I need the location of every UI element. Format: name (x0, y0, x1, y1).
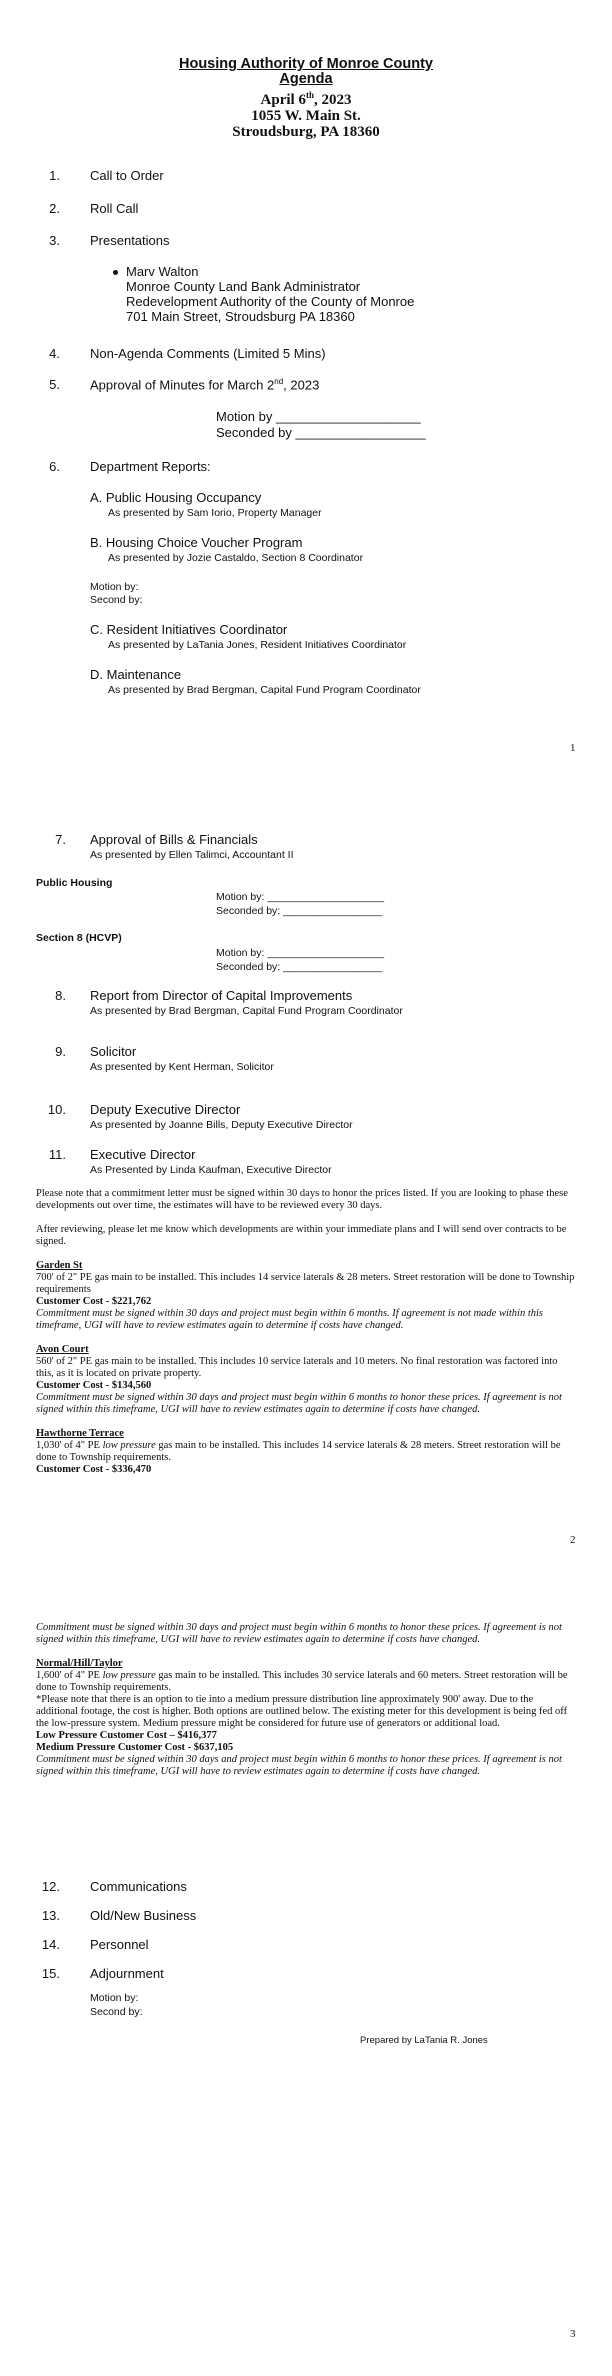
garden-desc: 700' of 2" PE gas main to be installed. This includes 14 service laterals & 28 meters. Street restoration will be done to Township requirements (36, 1272, 575, 1295)
item-number: 4. (49, 346, 60, 361)
item-approval-minutes: Approval of Minutes for March 2nd, 2023 (90, 377, 320, 393)
prepared-by: Prepared by LaTania R. Jones (360, 2035, 488, 2046)
garden-title: Garden St (36, 1260, 83, 1271)
dept-resident-initiatives: C. Resident Initiatives Coordinator (90, 622, 288, 637)
public-housing-label: Public Housing (36, 877, 113, 889)
bullet-icon (113, 270, 118, 275)
bills-presenter: As presented by Ellen Talimci, Accountant II (90, 849, 294, 861)
item-number: 7. (55, 832, 66, 847)
item-non-agenda-comments: Non-Agenda Comments (Limited 5 Mins) (90, 346, 326, 361)
agenda-header (0, 57, 612, 140)
dept-housing-choice-presenter: As presented by Jozie Castaldo, Section 8 Coordinator (108, 552, 364, 564)
page-1 (0, 0, 612, 792)
item-number: 12. (41, 1879, 60, 1894)
item-executive-director: Executive Director (90, 1147, 196, 1162)
hawthorne-terms: Commitment must be signed within 30 days and project must begin within 6 months to honor these prices. If agreement is not signed within this timeframe, UGI will have to review estimates again to determine if costs have changed. (36, 1622, 562, 1645)
deputy-presenter: As presented by Joanne Bills, Deputy Executive Director (90, 1119, 353, 1131)
item-old-new-business: Old/New Business (90, 1908, 197, 1923)
avon-title: Avon Court (36, 1344, 89, 1355)
commitment-note (36, 1188, 576, 1476)
item-deputy-director: Deputy Executive Director (90, 1102, 241, 1117)
review-paragraph: After reviewing, please let me know which developments are within your immediate plans and I will send over contracts to be signed. (36, 1224, 567, 1247)
garden-terms: Commitment must be signed within 30 days and project must begin within 6 months. If agreement is not made within this timeframe, UGI will have to review estimates again to determine if costs have changed. (36, 1308, 543, 1331)
item-number: 11. (48, 1147, 66, 1162)
item-personnel: Personnel (90, 1937, 149, 1952)
item-number: 9. (55, 1044, 66, 1059)
normal-desc: 1,600' of 4" PE low pressure gas main to be installed. This includes 30 service laterals and 60 meters. Street restoration will be done to Township requirements. (36, 1670, 568, 1693)
s8-second-line: Seconded by: _________________ (216, 961, 383, 973)
page-3 (0, 1584, 612, 2376)
hawthorne-title: Hawthorne Terrace (36, 1428, 124, 1439)
dept-resident-initiatives-presenter: As presented by LaTania Jones, Resident Initiatives Coordinator (108, 639, 407, 651)
item-bills-financials: Approval of Bills & Financials (90, 832, 258, 847)
adjournment-motion-line: Motion by: (90, 1992, 139, 2004)
presenter-name: Marv Walton (126, 264, 199, 279)
minutes-second-line: Seconded by __________________ (216, 425, 426, 440)
ph-motion-line: Motion by: ____________________ (216, 891, 385, 903)
org-title: Housing Authority of Monroe County (179, 56, 433, 72)
item-department-reports: Department Reports: (90, 459, 211, 474)
item-number: 10. (47, 1102, 66, 1117)
avon-cost: Customer Cost - $134,560 (36, 1380, 152, 1391)
page-2 (0, 792, 612, 1584)
avon-terms: Commitment must be signed within 30 days and project must begin within 6 months to honor these prices. If agreement is not signed within this timeframe, UGI will have to review estimates again to determine if costs have changed. (36, 1392, 562, 1415)
dept-maintenance-presenter: As presented by Brad Bergman, Capital Fund Program Coordinator (108, 684, 421, 696)
item-capital-improvements: Report from Director of Capital Improvements (90, 988, 353, 1003)
item-solicitor: Solicitor (90, 1044, 137, 1059)
item-presentations: Presentations (90, 233, 170, 248)
item-number: 6. (49, 459, 60, 474)
minutes-motion-line: Motion by ____________________ (216, 409, 421, 424)
presenter-address: 701 Main Street, Stroudsburg PA 18360 (126, 309, 355, 324)
item-number: 13. (41, 1908, 60, 1923)
presenter-org: Redevelopment Authority of the County of Monroe (126, 294, 415, 309)
hawthorne-cost: Customer Cost - $336,470 (36, 1464, 152, 1475)
presenter-title: Monroe County Land Bank Administrator (126, 279, 361, 294)
continued-notes (36, 1622, 576, 1778)
presentation-details (126, 264, 414, 324)
item-number: 2. (49, 201, 60, 216)
normal-title: Normal/Hill/Taylor (36, 1658, 123, 1669)
item-number: 5. (49, 377, 60, 392)
page-number: 1 (570, 742, 576, 754)
s8-motion-line: Motion by: ____________________ (216, 947, 385, 959)
garden-cost: Customer Cost - $221,762 (36, 1296, 152, 1307)
dept-public-housing: A. Public Housing Occupancy (90, 490, 262, 505)
avon-desc: 560' of 2" PE gas main to be installed. This includes 10 service laterals and 10 meters. No final restoration was factored into this, as it is located on private property. (36, 1356, 558, 1379)
capital-presenter: As presented by Brad Bergman, Capital Fund Program Coordinator (90, 1005, 403, 1017)
item-call-to-order: Call to Order (90, 168, 164, 183)
dept-housing-choice: B. Housing Choice Voucher Program (90, 535, 303, 550)
doc-title: Agenda (279, 71, 333, 87)
dept-motion-line: Motion by: (90, 581, 139, 593)
section8-label: Section 8 (HCVP) (36, 932, 122, 944)
normal-cost-low: Low Pressure Customer Cost – $416,377 (36, 1730, 217, 1741)
meeting-date: April 6th, 2023 (260, 90, 352, 108)
hawthorne-desc: 1,030' of 4" PE low pressure gas main to be installed. This includes 14 service laterals & 28 meters. Street restoration will be done to Township requirements. (36, 1440, 561, 1463)
item-number: 14. (41, 1937, 60, 1952)
item-number: 8. (55, 988, 66, 1003)
item-adjournment: Adjournment (90, 1966, 164, 1981)
normal-option-note: *Please note that there is an option to tie into a medium pressure distribution line approximately 900' away. Due to the additional footage, the cost is higher. Both options are outlined below. The existing meter for this development is being fed off the low-pressure system. Medium pressure might be considered for future use of generators or additional load. (36, 1694, 568, 1729)
ph-second-line: Seconded by: _________________ (216, 905, 383, 917)
item-number: 3. (49, 233, 60, 248)
item-number: 1. (49, 168, 60, 183)
normal-terms: Commitment must be signed within 30 days and project must begin within 6 months to honor these prices. If agreement is not signed within this timeframe, UGI will have to review estimates again to determine if costs have changed. (36, 1754, 562, 1777)
dept-public-housing-presenter: As presented by Sam Iorio, Property Manager (108, 507, 322, 519)
normal-cost-medium: Medium Pressure Customer Cost - $637,105 (36, 1742, 234, 1753)
adjournment-second-line: Second by: (90, 2006, 143, 2018)
solicitor-presenter: As presented by Kent Herman, Solicitor (90, 1061, 274, 1073)
item-communications: Communications (90, 1879, 187, 1894)
dept-maintenance: D. Maintenance (90, 667, 182, 682)
item-roll-call: Roll Call (90, 201, 139, 216)
meeting-city: Stroudsburg, PA 18360 (232, 124, 380, 140)
item-number: 15. (41, 1966, 60, 1981)
intro-paragraph: Please note that a commitment letter must be signed within 30 days to honor the prices listed. If you are looking to phase these developments out over time, the estimates will have to be reviewed every 30 days. (36, 1188, 568, 1211)
page-number: 2 (570, 1534, 576, 1546)
dept-second-line: Second by: (90, 594, 143, 606)
page-number: 3 (570, 2328, 576, 2340)
meeting-address: 1055 W. Main St. (251, 108, 361, 124)
executive-presenter: As Presented by Linda Kaufman, Executive Director (90, 1164, 332, 1176)
